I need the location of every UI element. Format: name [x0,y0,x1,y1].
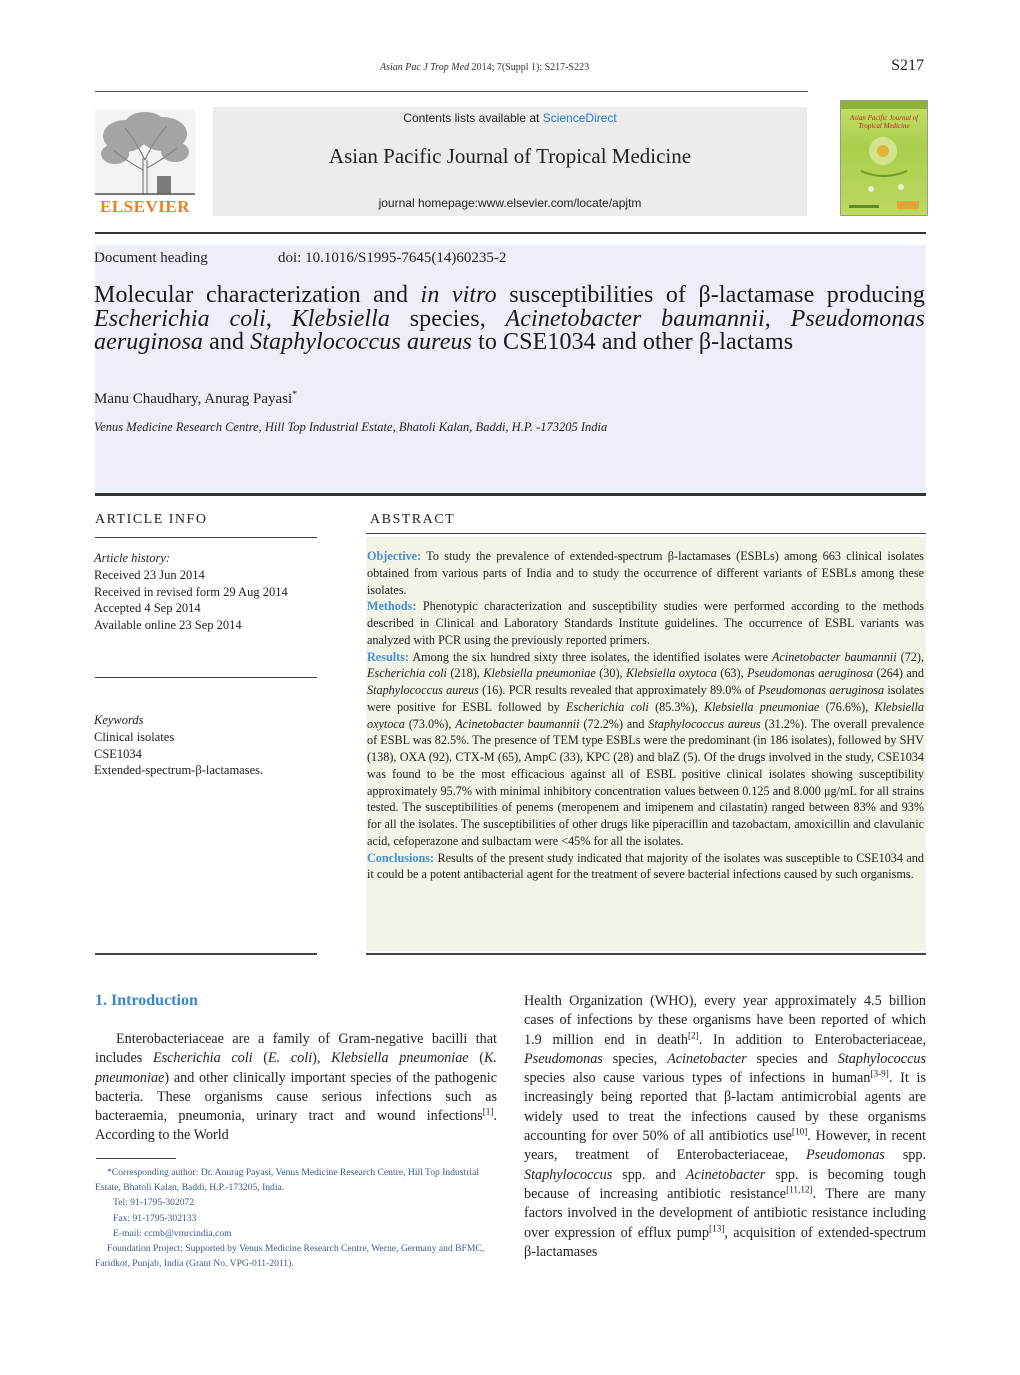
citation[interactable]: [3-9] [870,1068,889,1079]
journal-volume: 2014; 7(Suppl 1): S217-S223 [471,62,590,73]
body-text: , acquisition of extended-spectrum β-lactamases [524,1224,926,1260]
funding-note: Foundation Project: Supported by Venus Medicine Research Centre, Werne, Germany and BFMC, Faridkot, Punjab, India (Grant No. VPG-011-2011). [95,1243,485,1270]
journal-title: Asian Pacific Journal of Tropical Medicine [328,144,692,168]
body-text: ( [252,1050,268,1067]
title-part: , [265,305,292,332]
doi[interactable]: doi: 10.1016/S1995-7645(14)60235-2 [278,250,507,266]
band-top-rule [95,232,926,234]
species: Escherichia coli [152,1050,253,1067]
intro-heading: 1. Introduction [95,992,198,1009]
species: Klebsiella oxytoca [367,699,924,731]
body-text: Enterobacteriaceae are a family of Gram-negative bacilli that includes [95,1031,497,1067]
page-number: S217 [891,57,924,74]
species: E. coli [268,1050,313,1067]
citation[interactable]: [13] [709,1222,725,1233]
species: Staphylococcus [837,1050,926,1067]
section-text: (264) and [873,666,924,681]
title-part: Acinetobacter baumannii [505,305,765,332]
species: Staphylococcus [524,1166,613,1183]
section-text: Results of the present study indicated that majority of the isolates was susceptible to CSE1034 and it could be a potent antibacterial agent for the treatment of severe bacterial infections caused by such organisms. [367,850,924,882]
section-label: Conclusions: [367,850,435,865]
section-text: To study the prevalence of extended-spectrum β-lactamases (ESBLs) among 663 clinical isolates obtained from various parts of India and to study the occurrence of different variants of ESBLs among these isolates. [367,549,924,597]
species: Pseudomonas aeruginosa [747,666,874,681]
footnotes [95,1165,497,1271]
section-label: Objective: [367,549,422,563]
species: Klebsiella pneumoniae [704,699,820,714]
body-text: spp. is becoming tough because of increasing antibiotic resistance [524,1166,926,1202]
section-text: (30), [595,666,627,681]
journal-abbrev: Asian Pac J Trop Med [380,62,470,73]
body-text: . It is increasingly being reported that β-lactam antimicrobial agents are widely used to treat the infections caused by these organisms accounting for over 50% of all antibiotics use [524,1070,926,1145]
section-text: (76.6%), [819,699,875,714]
history-label: Article history: [94,551,171,565]
body-text: ( [468,1050,484,1067]
title-part: and [203,329,251,355]
article-info-heading: ARTICLE INFO [95,512,208,527]
section-text: (218), [446,666,484,681]
species: K. pneumoniae [95,1050,497,1086]
body-text: species and [746,1050,838,1067]
species: Klebsiella oxytoca [626,666,717,681]
title-part: Molecular characterization and [94,282,421,308]
species: Acinetobacter [685,1166,766,1183]
body-text: . There are many factors involved in the development of antibiotic resistance including over expression of efflux pump [524,1185,926,1241]
citation[interactable]: [11,12] [786,1184,813,1195]
body-text: ), [312,1050,332,1067]
document-heading: Document heading [94,250,208,266]
article-info-bottom-rule [95,953,317,955]
sciencedirect-link[interactable]: ScienceDirect [542,111,617,125]
article-title [94,284,925,355]
title-part: species, [390,305,506,332]
history-item: Received 23 Jun 2014 [94,567,205,582]
keyword: CSE1034 [94,746,142,761]
intro-paragraph [95,1030,497,1146]
body-text: ) and other clinically important species of the pathogenic bacteria. These organisms cause serious infections such as bacteraemia, pneumonia, urinary tract and wound infections [95,1069,497,1125]
section-text: (63), [716,666,748,681]
section-text: (85.3%), [648,699,705,714]
section-text: (31.2%). The overall prevalence of ESBL was 82.5%. The presence of TEM type ESBLs were the predominant (in 186 isolates), followed by SHV (138), OXA (92), CTX-M (65), AmpC (33), KPC (28) and blaZ (5). Of the drugs involved in the study, CSE1034 was found to be the most efficacious against all of ESBL positive clinical isolates showing susceptibility approximately 95.7% with minimal inhibitory concentration values between 0.125 and 8.000 μg/mL for all strains tested. The susceptibilities of penems (meropenem and imipenem and cilastatin) ranged between 83% and 93% for all the isolates. The susceptibilities of other drugs like piperacillin and tazobactam, amoxicillin and clavulanic acid, cefoperazone and sulbactam were <45% for all the isolates. [367,716,925,848]
header-rule [95,91,808,92]
title-part: , [764,305,791,332]
title-part: Staphylococcus aureus [250,329,472,355]
species: Acinetobacter baumannii [455,716,580,731]
abstract-objective [367,548,924,598]
corresponding-mark: * [292,389,298,400]
species: Pseudomonas [524,1050,603,1067]
publisher-name: ELSEVIER [100,197,190,216]
history-item: Available online 23 Sep 2014 [94,618,242,633]
title-part: in vitro [420,282,497,308]
author-list [94,391,297,408]
section-label: Methods: [367,599,417,614]
telephone: Tel: 91-1795-302072 [113,1197,195,1209]
body-text: . In addition to Enterobacteriaceae, [698,1031,926,1048]
affiliation: Venus Medicine Research Centre, Hill Top Industrial Estate, Bhatoli Kalan, Baddi, H.P. -173205 India [94,420,608,434]
section-text: Phenotypic characterization and susceptibility studies were performed according to the methods described in Clinical and Laboratory Standards Institute guidelines. The occurrence of ESBL variants was analyzed with PCR using the previously reported primers. [367,599,924,647]
running-header [380,62,589,73]
contents-line [213,111,807,125]
citation[interactable]: [1] [482,1106,494,1117]
species: Escherichia coli [566,699,649,714]
species: Staphylococcus aureus [367,683,479,697]
body-column-right [524,992,926,1262]
species: Acinetobacter [667,1050,747,1067]
section-text: Among the six hundred sixty three isolates, the identified isolates were [408,649,773,664]
species: Staphylococcus aureus [648,716,761,731]
abstract-bottom-rule [366,953,926,955]
body-text: spp. [884,1147,927,1164]
citation[interactable]: [2] [687,1029,699,1040]
keywords [94,712,263,779]
title-part: Pseudomonas aeruginosa [94,305,926,355]
species: Pseudomonas [806,1147,885,1164]
title-part: to CSE1034 and other β-lactams [471,329,794,355]
section-text: isolates were positive for ESBL followed by [367,683,924,714]
keyword: Clinical isolates [94,729,175,744]
corresponding-author-note: *Corresponding author: Dr. Anurag Payasi, Venus Medicine Research Centre, Hill Top Industrial Estate, Bhatoli Kalan, Baddi, H.P.-173205, India. [95,1167,479,1194]
intro-paragraph-cont [524,992,926,1262]
body-column-left [95,1030,497,1146]
history-item: Accepted 4 Sep 2014 [94,601,201,616]
abstract-methods [367,598,924,648]
species: Escherichia coli [367,666,447,681]
species: Pseudomonas aeruginosa [758,683,885,697]
section-text: (16). PCR results revealed that approximately 89.0% of [478,683,759,697]
section-label: Results: [367,649,409,664]
abstract-text [367,548,924,883]
body-text: Health Organization (WHO), every year approximately 4.5 billion cases of infections by these organisms have been reported of which 1.9 million end in death [524,993,926,1048]
abstract-heading: ABSTRACT [370,512,456,527]
abstract-conclusions [367,850,924,884]
fax: Fax: 91-1795-302133 [113,1212,197,1224]
keywords-rule [95,677,317,678]
body-text: . According to the World [95,1108,497,1144]
band-bottom-rule [95,493,926,496]
species: Klebsiella pneumoniae [331,1050,469,1067]
email-link[interactable]: E-mail: ccmb@vmrcindia.com [113,1227,232,1239]
body-text: species also cause various types of infections in human [524,1070,871,1087]
authors: Manu Chaudhary, Anurag Payasi [94,391,293,407]
contents-prefix: Contents lists available at [403,111,543,125]
section-text: (72), [896,649,924,664]
abstract-results [367,649,924,850]
journal-homepage-link[interactable]: journal homepage:www.elsevier.com/locate/apjtm [378,196,642,210]
journal-cover [840,100,928,216]
keywords-label: Keywords [94,713,144,727]
title-part: susceptibilities of β-lactamase producing [496,282,926,308]
cover-art-icon [841,101,927,215]
section-text: (72.2%) and [579,716,649,731]
title-part: Escherichia coli [94,305,266,332]
body-text: . However, in recent years, treatment of Enterobacteriaceae, [524,1128,926,1164]
cover-title: Asian Pacific Journal of Tropical Medicine [849,114,919,130]
section-text: (73.0%), [404,716,456,731]
species: Acinetobacter baumannii [772,649,897,664]
body-text: species, [602,1050,668,1067]
keyword: Extended-spectrum-β-lactamases. [94,763,264,778]
article-history [94,550,288,634]
citation[interactable]: [10] [791,1126,808,1137]
species: Klebsiella pneumoniae [483,666,596,681]
history-item: Received in revised form 29 Aug 2014 [94,584,288,599]
title-part: Klebsiella [291,305,390,332]
body-text: spp. and [612,1166,686,1183]
article-info-rule [95,537,317,538]
footnote-rule [96,1158,176,1159]
abstract-rule [366,533,926,534]
